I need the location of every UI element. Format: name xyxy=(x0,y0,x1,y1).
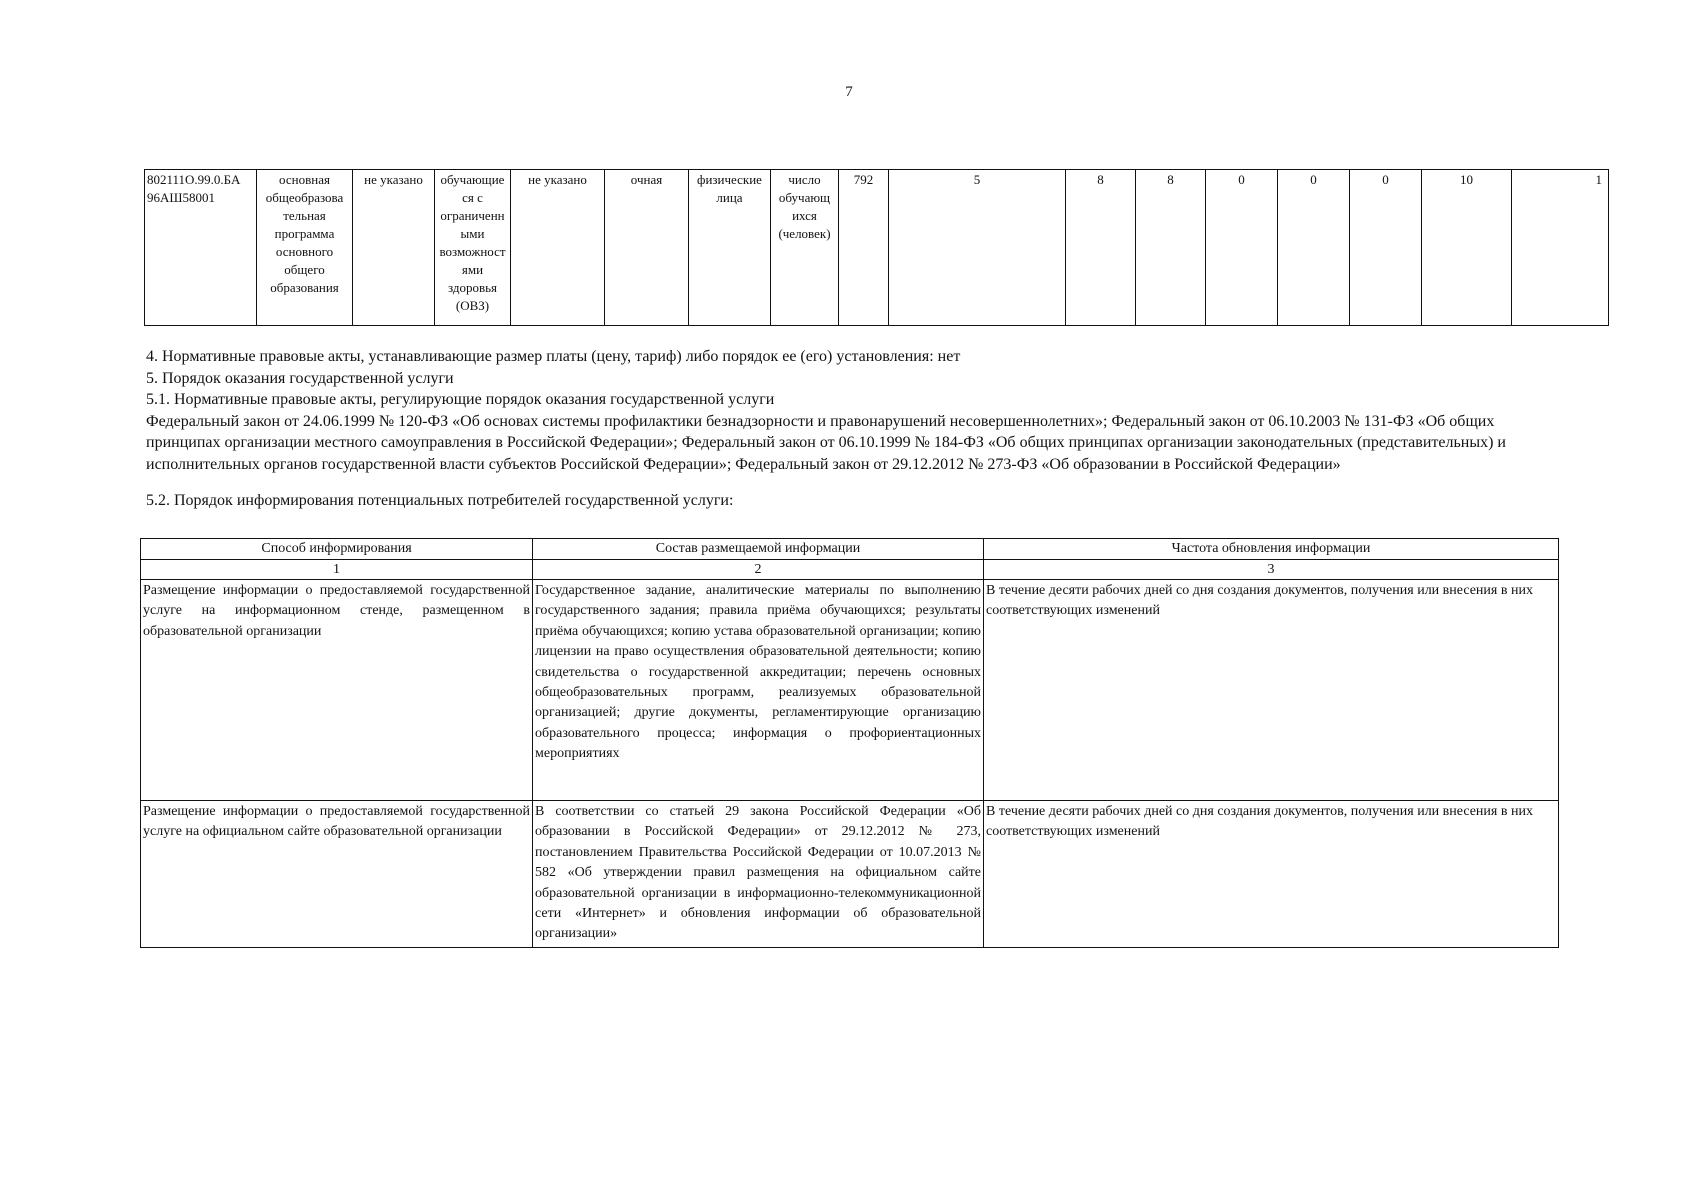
table-row xyxy=(145,170,1609,326)
consumers-cell: физические лица xyxy=(689,170,771,326)
value-cell: 8 xyxy=(1066,170,1136,326)
value-cell: 8 xyxy=(1136,170,1206,326)
section-5-heading: 5. Порядок оказания государственной услуги xyxy=(146,369,454,387)
column-header: Способ информирования xyxy=(141,539,533,560)
value-cell: 10 xyxy=(1422,170,1512,326)
section-5-2-heading: 5.2. Порядок информирования потенциальных потребителей государственной услуги: xyxy=(146,492,734,509)
method-cell: Размещение информации о предоставляемой государственной услуге на информационном стенде, размещенном в образовательной организации xyxy=(141,580,533,801)
column-header: Состав размещаемой информации xyxy=(533,539,984,560)
content-cell: В соответствии со статьей 29 закона Российской Федерации «Об образовании в Российской Федерации» от 29.12.2012 № 273, постановлением Правительства Российской Федерации от 10.07.2013 № 582 «Об утверждении правил размещения на официальном сайте образовательной организации в информационно-телекоммуникационной сети «Интернет» и обновления информации об образовательной организации» xyxy=(533,801,984,948)
service-volume-table xyxy=(144,169,1609,326)
informing-table xyxy=(140,538,1559,948)
registry-code-cell: 802111О.99.0.БА 96АШ58001 xyxy=(145,170,257,326)
column-number: 1 xyxy=(141,560,533,580)
value-cell: 0 xyxy=(1206,170,1278,326)
value-cell: 1 xyxy=(1512,170,1609,326)
section-5-1-heading: 5.1. Нормативные правовые акты, регулирующие порядок оказания государственной услуги xyxy=(146,391,775,408)
frequency-cell: В течение десяти рабочих дней со дня создания документов, получения или внесения в них соответствующих изменений xyxy=(984,801,1559,948)
value-cell: 0 xyxy=(1278,170,1350,326)
program-cell: основная общеобразова тельная программа основного общего образования xyxy=(257,170,353,326)
section-4: 4. Нормативные правовые акты, устанавливающие размер платы (цену, тариф) либо порядок ее (его) установления: нет xyxy=(146,348,961,365)
okei-cell: 792 xyxy=(839,170,889,326)
param-cell: не указано xyxy=(353,170,435,326)
page-number: 7 xyxy=(845,84,853,100)
table-row xyxy=(141,580,1559,801)
column-number-row xyxy=(141,560,1559,580)
column-header: Частота обновления информации xyxy=(984,539,1559,560)
form-cell: очная xyxy=(605,170,689,326)
header-row xyxy=(141,539,1559,560)
column-number: 3 xyxy=(984,560,1559,580)
indicator-cell: число обучающ ихся (человек) xyxy=(771,170,839,326)
text-block xyxy=(146,346,1546,512)
value-cell: 5 xyxy=(889,170,1066,326)
table-row xyxy=(141,801,1559,948)
method-cell: Размещение информации о предоставляемой государственной услуге на официальном сайте образовательной организации xyxy=(141,801,533,948)
content-cell: Государственное задание, аналитические материалы по выполнению государственного задания; правила приёма обучающихся; результаты приёма обучающихся; копию устава образовательной организации; копию лицензии на право осуществления образовательной деятельности; копию свидетельства о государственной аккредитации; перечень основных общеобразовательных программ, реализуемых образовательной организацией; другие документы, регламентирующие организацию образовательного процесса; информация о профориентационных мероприятиях xyxy=(533,580,984,801)
column-number: 2 xyxy=(533,560,984,580)
category-cell: обучающие ся с ограниченн ыми возможност ями здоровья (ОВЗ) xyxy=(435,170,511,326)
param-cell: не указано xyxy=(511,170,605,326)
laws-paragraph: Федеральный закон от 24.06.1999 № 120-ФЗ «Об основах системы профилактики безнадзорности и правонарушений несовершеннолетних»; Федеральный закон от 06.10.2003 № 131-ФЗ «Об общих принципах организации местного самоуправления в Российской Федерации»; Федеральный закон от 06.10.1999 № 184-ФЗ «Об общих принципах организации законодательных (представительных) и исполнительных органов государственной власти субъектов Российской Федерации»; Федеральный закон от 29.12.2012 № 273-ФЗ «Об образовании в Российской Федерации» xyxy=(146,412,1506,473)
frequency-cell: В течение десяти рабочих дней со дня создания документов, получения или внесения в них соответствующих изменений xyxy=(984,580,1559,801)
value-cell: 0 xyxy=(1350,170,1422,326)
